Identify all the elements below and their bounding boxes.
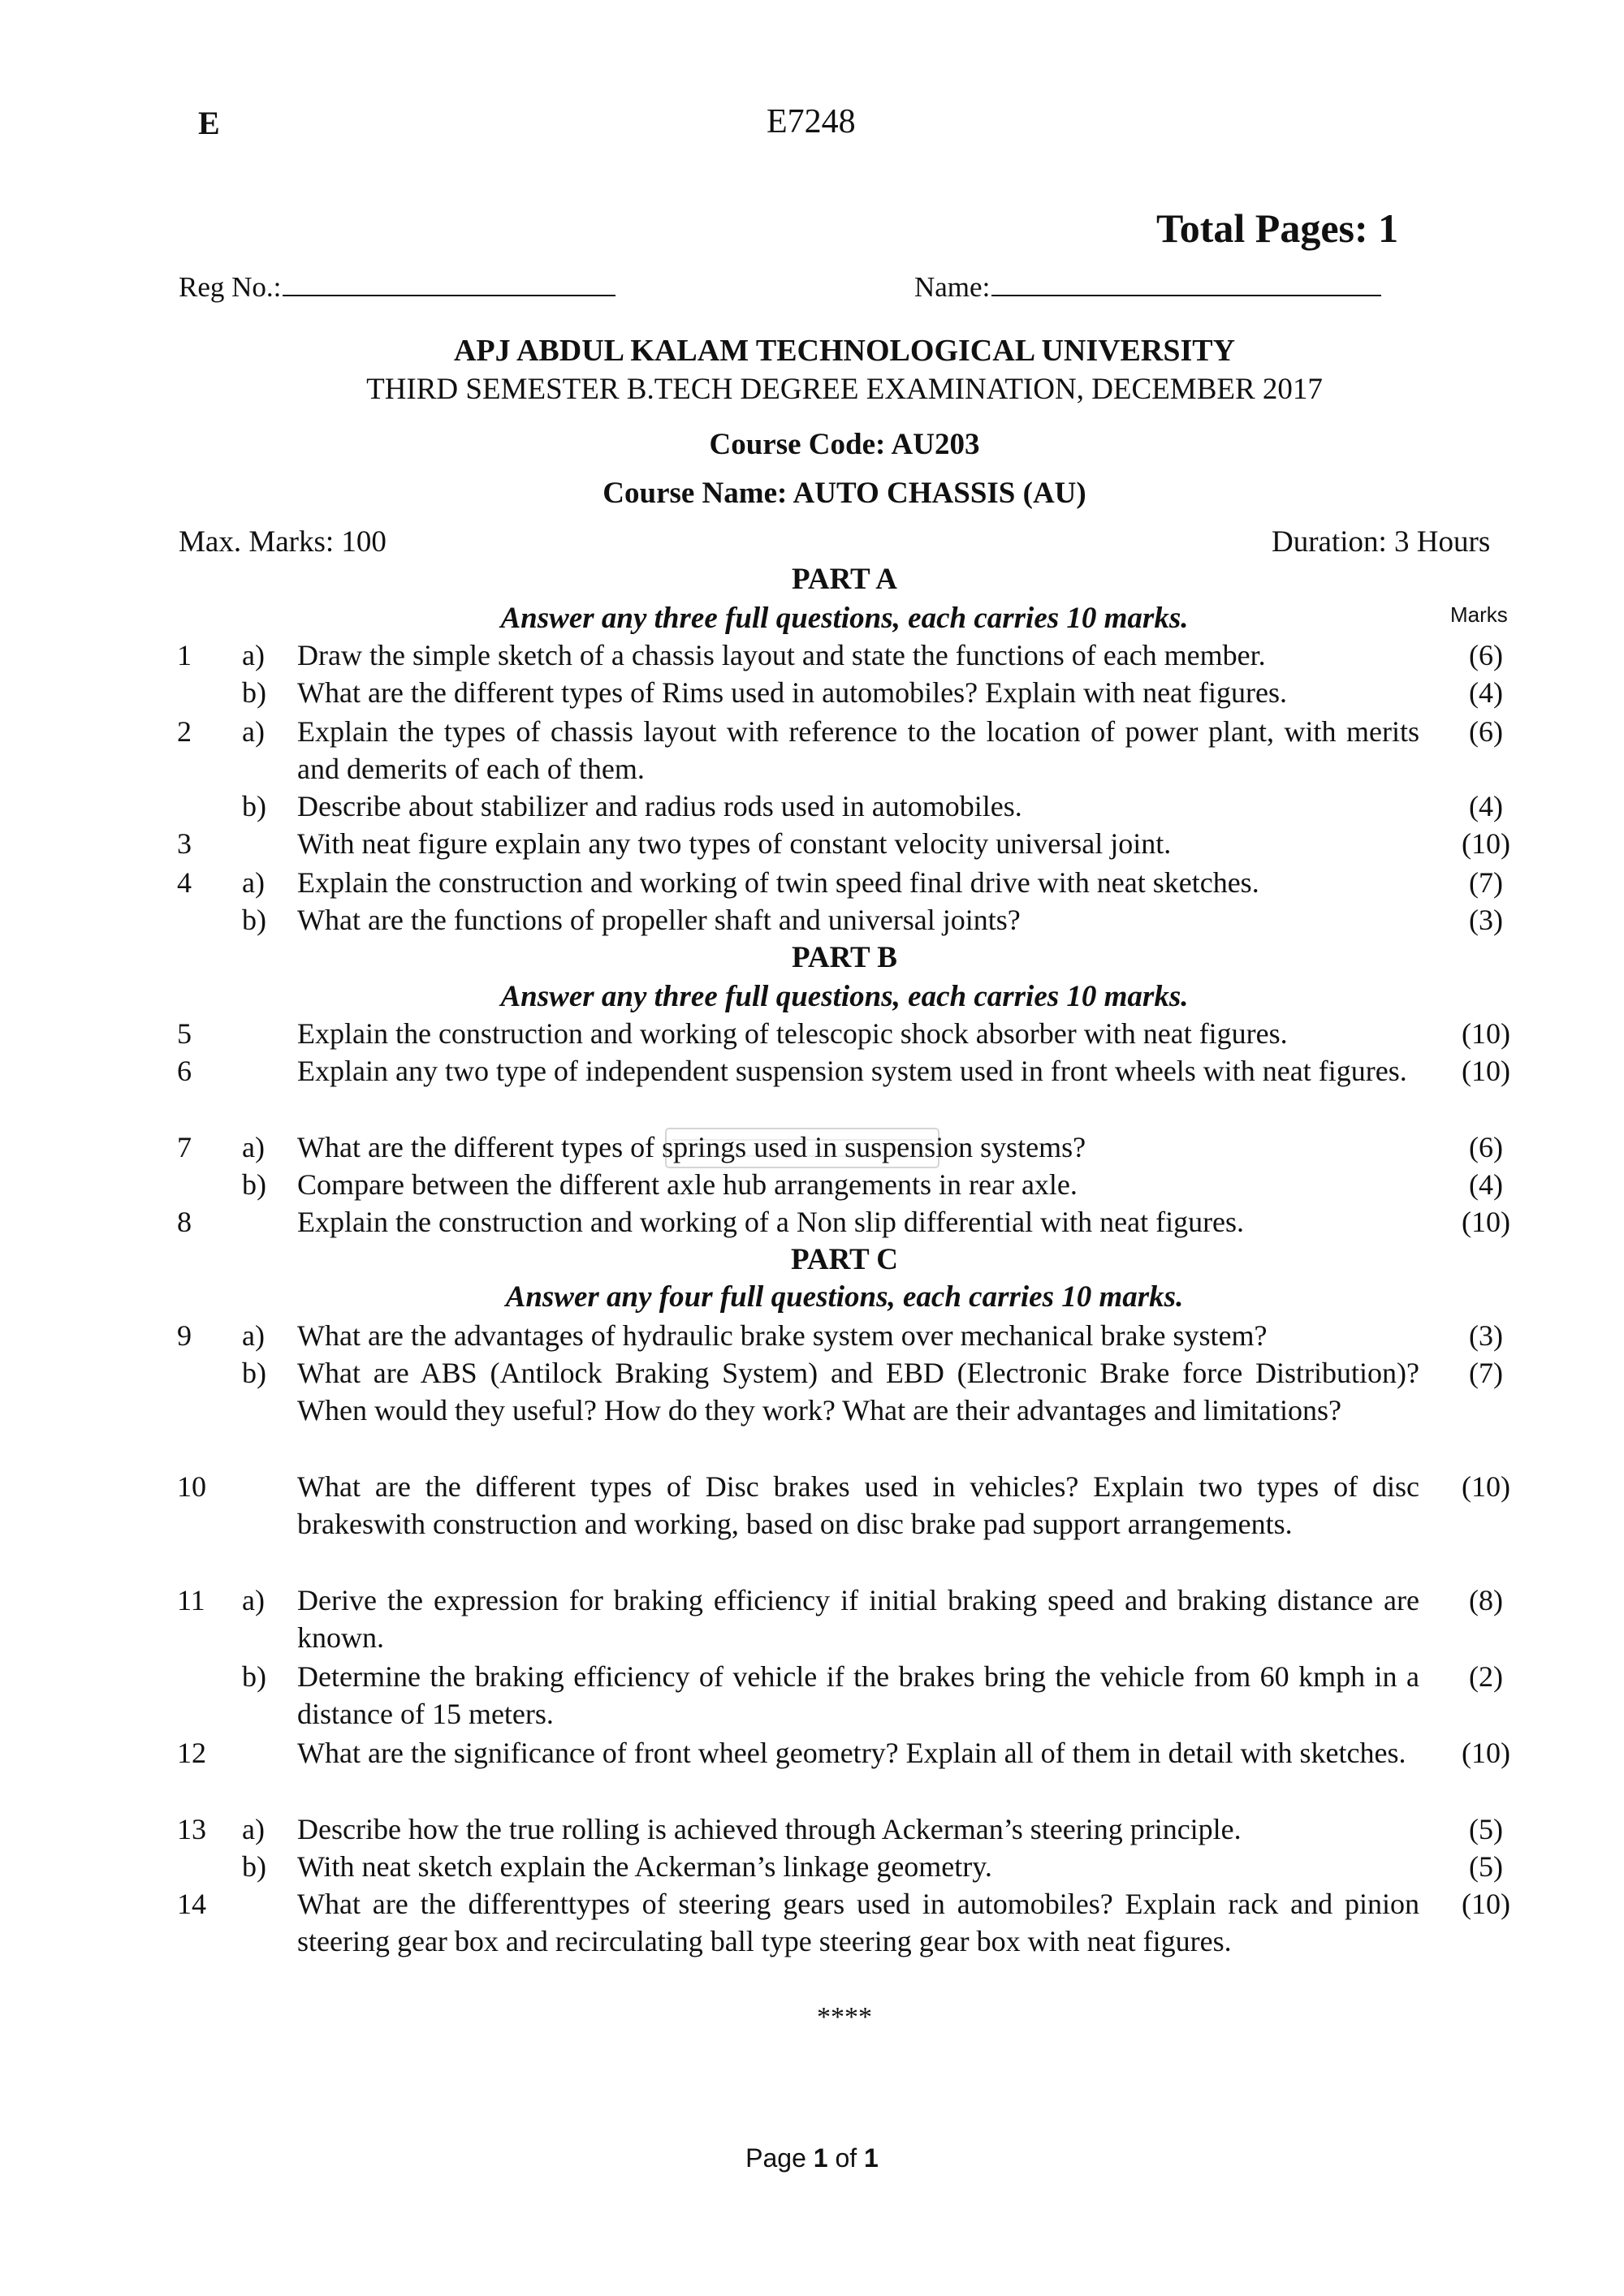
part-b-heading: PART B	[792, 941, 897, 974]
total-pages: Total Pages: 1	[1156, 205, 1399, 251]
page-of: of	[827, 2143, 865, 2173]
question-marks: (3)	[1469, 1319, 1503, 1352]
question-sub: a)	[242, 866, 265, 899]
question-text: What are the differenttypes of steering gears used in automobiles? Explain rack and pinion steering gear box and recirculating ball type steering gear box with neat figures.	[297, 1888, 1419, 1957]
question-text: Explain the construction and working of telescopic shock absorber with neat figures.	[297, 1017, 1288, 1050]
question-marks: (10)	[1462, 1737, 1510, 1769]
question-number: 1	[177, 639, 192, 671]
question-text: Explain the types of chassis layout with reference to the location of power plant, with merits and demerits of each of them.	[297, 715, 1419, 785]
question-number: 7	[177, 1131, 192, 1163]
course-code: Course Code: AU203	[709, 428, 980, 461]
question-sub: a)	[242, 639, 265, 671]
reg-no-blank	[283, 294, 615, 296]
part-a-heading: PART A	[792, 563, 897, 596]
question-number: 9	[177, 1319, 192, 1352]
question-sub: b)	[242, 1168, 266, 1201]
max-marks: Max. Marks: 100	[179, 525, 387, 559]
question-number: 13	[177, 1813, 206, 1845]
name-blank	[991, 294, 1381, 296]
reg-no-field	[179, 271, 615, 304]
question-text: Determine the braking efficiency of vehicle if the brakes bring the vehicle from 60 kmph in a distance of 15 meters.	[297, 1660, 1419, 1730]
question-sub: b)	[242, 1850, 266, 1883]
question-sub: a)	[242, 1319, 265, 1352]
question-number: 11	[177, 1584, 205, 1616]
question-marks: (5)	[1469, 1813, 1503, 1845]
question-number: 2	[177, 715, 192, 748]
question-marks: (8)	[1469, 1584, 1503, 1616]
question-marks: (10)	[1462, 1017, 1510, 1050]
question-marks: (2)	[1469, 1660, 1503, 1693]
question-marks: (10)	[1462, 1206, 1510, 1238]
name-label: Name:	[914, 271, 991, 303]
question-marks: (6)	[1469, 639, 1503, 671]
question-text: Draw the simple sketch of a chassis layout and state the functions of each member.	[297, 639, 1266, 671]
name-field	[914, 271, 1381, 304]
end-of-paper-mark: ****	[817, 2002, 872, 2032]
question-text: Explain the construction and working of twin speed final drive with neat sketches.	[297, 866, 1259, 899]
page-footer	[0, 2143, 1624, 2173]
question-sub: a)	[242, 1813, 265, 1845]
course-name: Course Name: AUTO CHASSIS (AU)	[603, 477, 1086, 510]
reg-no-label: Reg No.:	[179, 271, 282, 303]
university-name: APJ ABDUL KALAM TECHNOLOGICAL UNIVERSITY	[453, 334, 1236, 368]
question-number: 10	[177, 1470, 206, 1503]
question-marks: (10)	[1462, 1888, 1510, 1920]
page-current: 1	[813, 2143, 828, 2173]
question-number: 4	[177, 866, 192, 899]
set-letter: E	[198, 105, 220, 141]
question-marks: (4)	[1469, 1168, 1503, 1201]
paper-code: E7248	[767, 103, 856, 140]
question-number: 12	[177, 1737, 206, 1769]
question-sub: a)	[242, 715, 265, 748]
question-marks: (10)	[1462, 827, 1510, 860]
question-text: Describe how the true rolling is achieved through Ackerman’s steering principle.	[297, 1813, 1242, 1845]
page-prefix: Page	[745, 2143, 814, 2173]
question-text: What are the advantages of hydraulic brake system over mechanical brake system?	[297, 1319, 1268, 1352]
question-text: What are ABS (Antilock Braking System) and EBD (Electronic Brake force Distribution)? When would they useful? How do they work? What are their advantages and limitations?	[297, 1357, 1419, 1426]
question-marks: (10)	[1462, 1470, 1510, 1503]
question-marks: (7)	[1469, 866, 1503, 899]
question-marks: (3)	[1469, 904, 1503, 936]
page-total: 1	[864, 2143, 879, 2173]
watermark-stamp	[664, 1125, 940, 1171]
question-text: What are the significance of front wheel geometry? Explain all of them in detail with sketches.	[297, 1737, 1406, 1769]
question-sub: b)	[242, 904, 266, 936]
question-text: Compare between the different axle hub arrangements in rear axle.	[297, 1168, 1078, 1201]
part-a-instruction: Answer any three full questions, each carries 10 marks.	[500, 602, 1189, 635]
question-sub: b)	[242, 676, 266, 709]
question-sub: a)	[242, 1584, 265, 1616]
question-number: 6	[177, 1055, 192, 1087]
marks-column-heading: Marks	[1450, 602, 1508, 627]
question-marks: (4)	[1469, 676, 1503, 709]
question-marks: (5)	[1469, 1850, 1503, 1883]
question-text: Explain the construction and working of a Non slip differential with neat figures.	[297, 1206, 1245, 1238]
exam-title: THIRD SEMESTER B.TECH DEGREE EXAMINATION, DECEMBER 2017	[366, 373, 1323, 406]
question-number: 3	[177, 827, 192, 860]
question-marks: (6)	[1469, 715, 1503, 748]
question-number: 14	[177, 1888, 206, 1920]
question-number: 5	[177, 1017, 192, 1050]
question-marks: (7)	[1469, 1357, 1503, 1389]
question-text: Derive the expression for braking efficiency if initial braking speed and braking distance are known.	[297, 1584, 1419, 1654]
question-text: What are the different types of Rims used in automobiles? Explain with neat figures.	[297, 676, 1288, 709]
question-text: What are the different types of springs used in suspension systems?	[297, 1131, 1086, 1163]
duration: Duration: 3 Hours	[1272, 525, 1491, 559]
question-text: Describe about stabilizer and radius rods used in automobiles.	[297, 790, 1022, 822]
question-sub: b)	[242, 790, 266, 822]
question-text: What are the functions of propeller shaft and universal joints?	[297, 904, 1021, 936]
part-b-instruction: Answer any three full questions, each carries 10 marks.	[500, 980, 1189, 1013]
question-number: 8	[177, 1206, 192, 1238]
question-marks: (10)	[1462, 1055, 1510, 1087]
question-text: With neat figure explain any two types of constant velocity universal joint.	[297, 827, 1172, 860]
part-c-heading: PART C	[791, 1243, 898, 1276]
question-sub: b)	[242, 1660, 266, 1693]
question-sub: a)	[242, 1131, 265, 1163]
question-text: Explain any two type of independent suspension system used in front wheels with neat figures.	[297, 1055, 1407, 1087]
question-text: With neat sketch explain the Ackerman’s linkage geometry.	[297, 1850, 992, 1883]
question-sub: b)	[242, 1357, 266, 1389]
part-c-instruction: Answer any four full questions, each carries 10 marks.	[505, 1280, 1184, 1314]
question-text: What are the different types of Disc brakes used in vehicles? Explain two types of disc brakeswith construction and working, based on disc brake pad support arrangements.	[297, 1470, 1419, 1540]
question-marks: (6)	[1469, 1131, 1503, 1163]
question-marks: (4)	[1469, 790, 1503, 822]
